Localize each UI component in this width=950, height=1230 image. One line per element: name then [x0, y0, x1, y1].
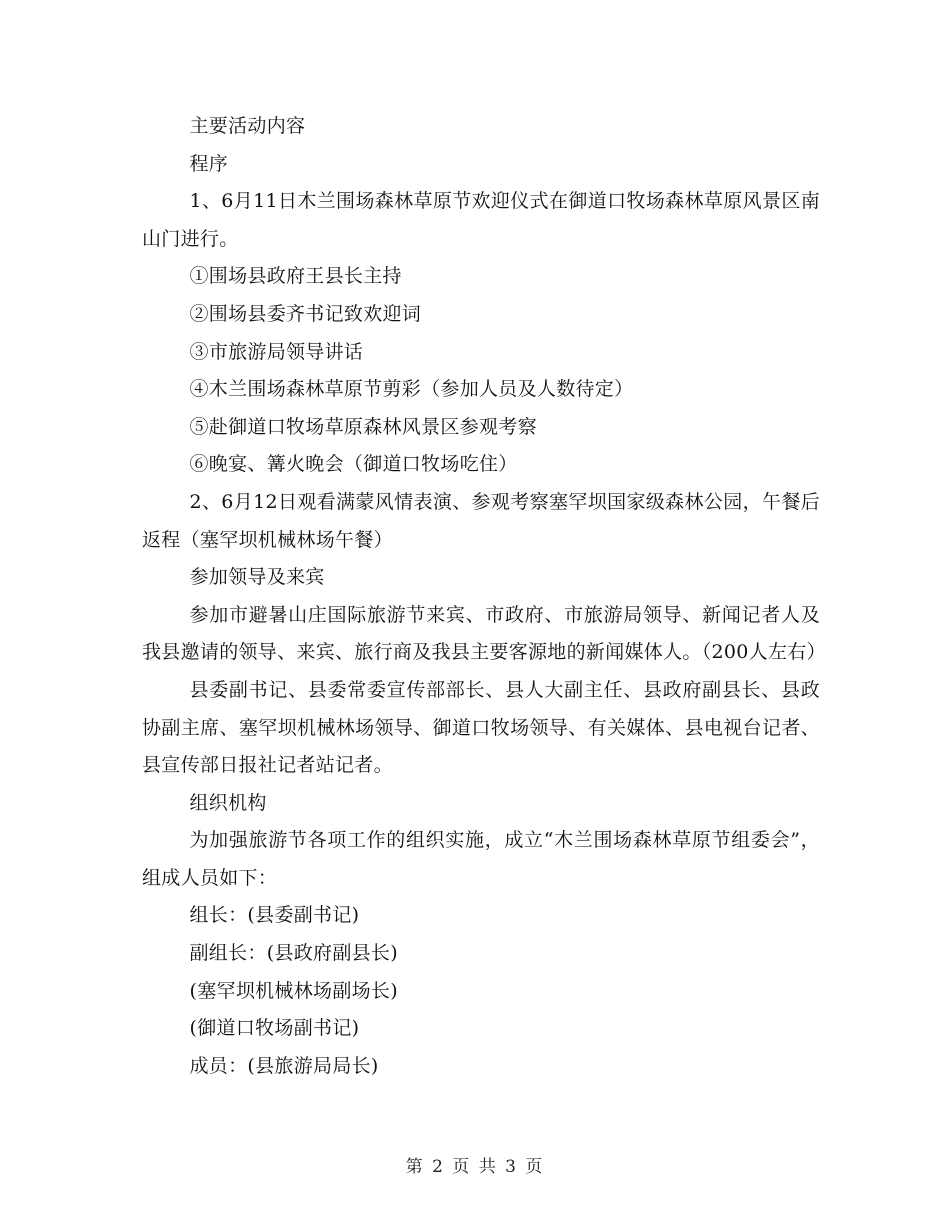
program-subitem-6: ⑥晚宴、篝火晚会（御道口牧场吃住） [189, 453, 518, 476]
page-number-footer: 第 2 页 共 3 页 [405, 1157, 545, 1177]
section-heading-guests: 参加领导及来宾 [189, 566, 325, 589]
program-subitem-2: ②围场县委齐书记致欢迎词 [189, 302, 422, 325]
organization-deputy-3: (御道口牧场副书记) [189, 1017, 360, 1040]
program-subitem-4: ④木兰围场森林草原节剪彩（参加人员及人数待定） [189, 378, 634, 401]
guests-paragraph-1: 参加市避暑山庄国际旅游节来宾、市政府、市旅游局领导、新闻记者人及我县邀请的领导、来宾、旅行商及我县主要客源地的新闻媒体人。（200人左右） [142, 603, 826, 664]
program-item-1: 1、6月11日木兰围场森林草原节欢迎仪式在御道口牧场森林草原风景区南山门进行。 [142, 190, 820, 250]
program-subitem-3: ③市旅游局领导讲话 [189, 340, 364, 363]
section-heading-main-activities: 主要活动内容 [189, 115, 306, 137]
organization-intro: 为加强旅游节各项工作的组织实施，成立“木兰围场森林草原节组委会”，组成人员如下： [142, 829, 820, 889]
program-item-2: 2、6月12日观看满蒙风情表演、参观考察塞罕坝国家级森林公园，午餐后返程（塞罕坝机械林场午餐） [142, 490, 820, 551]
program-subitem-5: ⑤赴御道口牧场草原森林风景区参观考察 [189, 415, 537, 438]
organization-leader: 组长：(县委副书记) [189, 904, 360, 927]
section-heading-organization: 组织机构 [189, 791, 267, 814]
document-body [142, 108, 826, 1085]
section-heading-program: 程序 [189, 152, 229, 175]
organization-deputy-1: 副组长：(县政府副县长) [189, 942, 398, 965]
guests-paragraph-2: 县委副书记、县委常委宣传部部长、县人大副主任、县政府副县长、县政协副主席、塞罕坝机械林场领导、御道口牧场领导、有关媒体、县电视台记者、县宣传部日报社记者站记者。 [142, 678, 820, 777]
organization-members: 成员：(县旅游局局长) [189, 1054, 379, 1077]
organization-deputy-2: (塞罕坝机械林场副场长) [189, 979, 398, 1002]
program-subitem-1: ①围场县政府王县长主持 [189, 265, 402, 288]
